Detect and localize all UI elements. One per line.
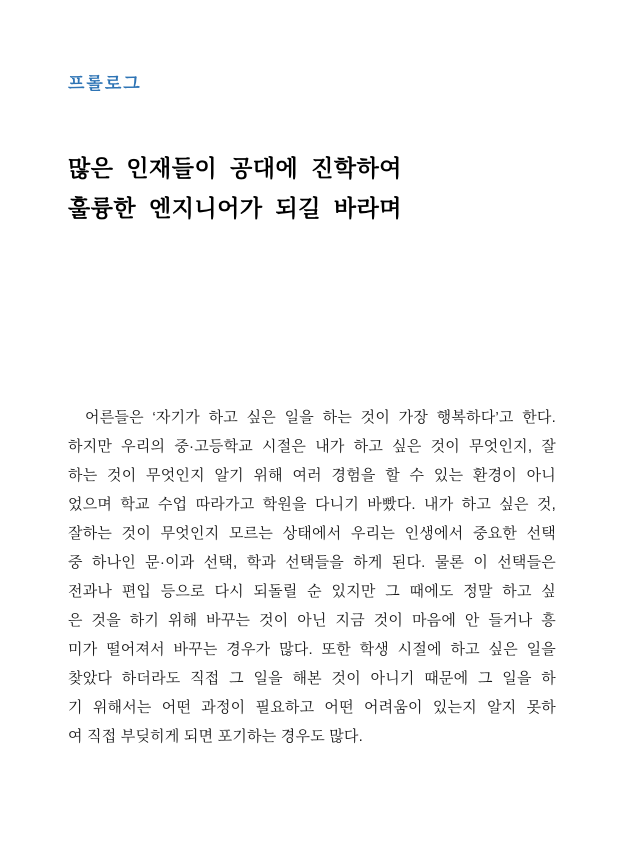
body-line: 었으며 학교 수업 따라가고 학원을 다니기 바빴다. 내가 하고 싶은 것, bbox=[68, 496, 556, 513]
body-line: 중 하나인 문·이과 선택, 학과 선택들을 하게 된다. 물론 이 선택들은 bbox=[68, 554, 556, 571]
chapter-title bbox=[68, 148, 402, 228]
body-line: 기 위해서는 어떤 과정이 필요하고 어떤 어려움이 있는지 알지 못하 bbox=[68, 699, 556, 716]
chapter-title-line-2: 훌륭한 엔지니어가 되길 바라며 bbox=[68, 195, 403, 221]
body-line: 하지만 우리의 중·고등학교 시절은 내가 하고 싶은 것이 무엇인지, 잘 bbox=[68, 438, 556, 455]
body-line: 미가 떨어져서 바꾸는 경우가 많다. 또한 학생 시절에 하고 싶은 일을 bbox=[68, 641, 556, 658]
body-line: 여 직접 부딪히게 되면 포기하는 경우도 많다. bbox=[68, 728, 363, 745]
body-line: 은 것을 하기 위해 바꾸는 것이 아닌 지금 것이 마음에 안 들거나 흥 bbox=[68, 612, 556, 629]
body-line: 찾았다 하더라도 직접 그 일을 해본 것이 아니기 때문에 그 일을 하 bbox=[68, 670, 556, 687]
body-line: 하는 것이 무엇인지 알기 위해 여러 경험을 할 수 있는 환경이 아니 bbox=[68, 467, 556, 484]
body-paragraph bbox=[68, 403, 556, 751]
prologue-heading: 프롤로그 bbox=[68, 74, 142, 93]
chapter-title-line-1: 많은 인재들이 공대에 진학하여 bbox=[68, 155, 403, 181]
body-line: 잘하는 것이 무엇인지 모르는 상태에서 우리는 인생에서 중요한 선택 bbox=[68, 525, 556, 542]
body-line: 전과나 편입 등으로 다시 되돌릴 순 있지만 그 때에도 정말 하고 싶 bbox=[68, 583, 556, 600]
body-line: 어른들은 ‘자기가 하고 싶은 일을 하는 것이 가장 행복하다’고 한다. bbox=[85, 409, 556, 426]
